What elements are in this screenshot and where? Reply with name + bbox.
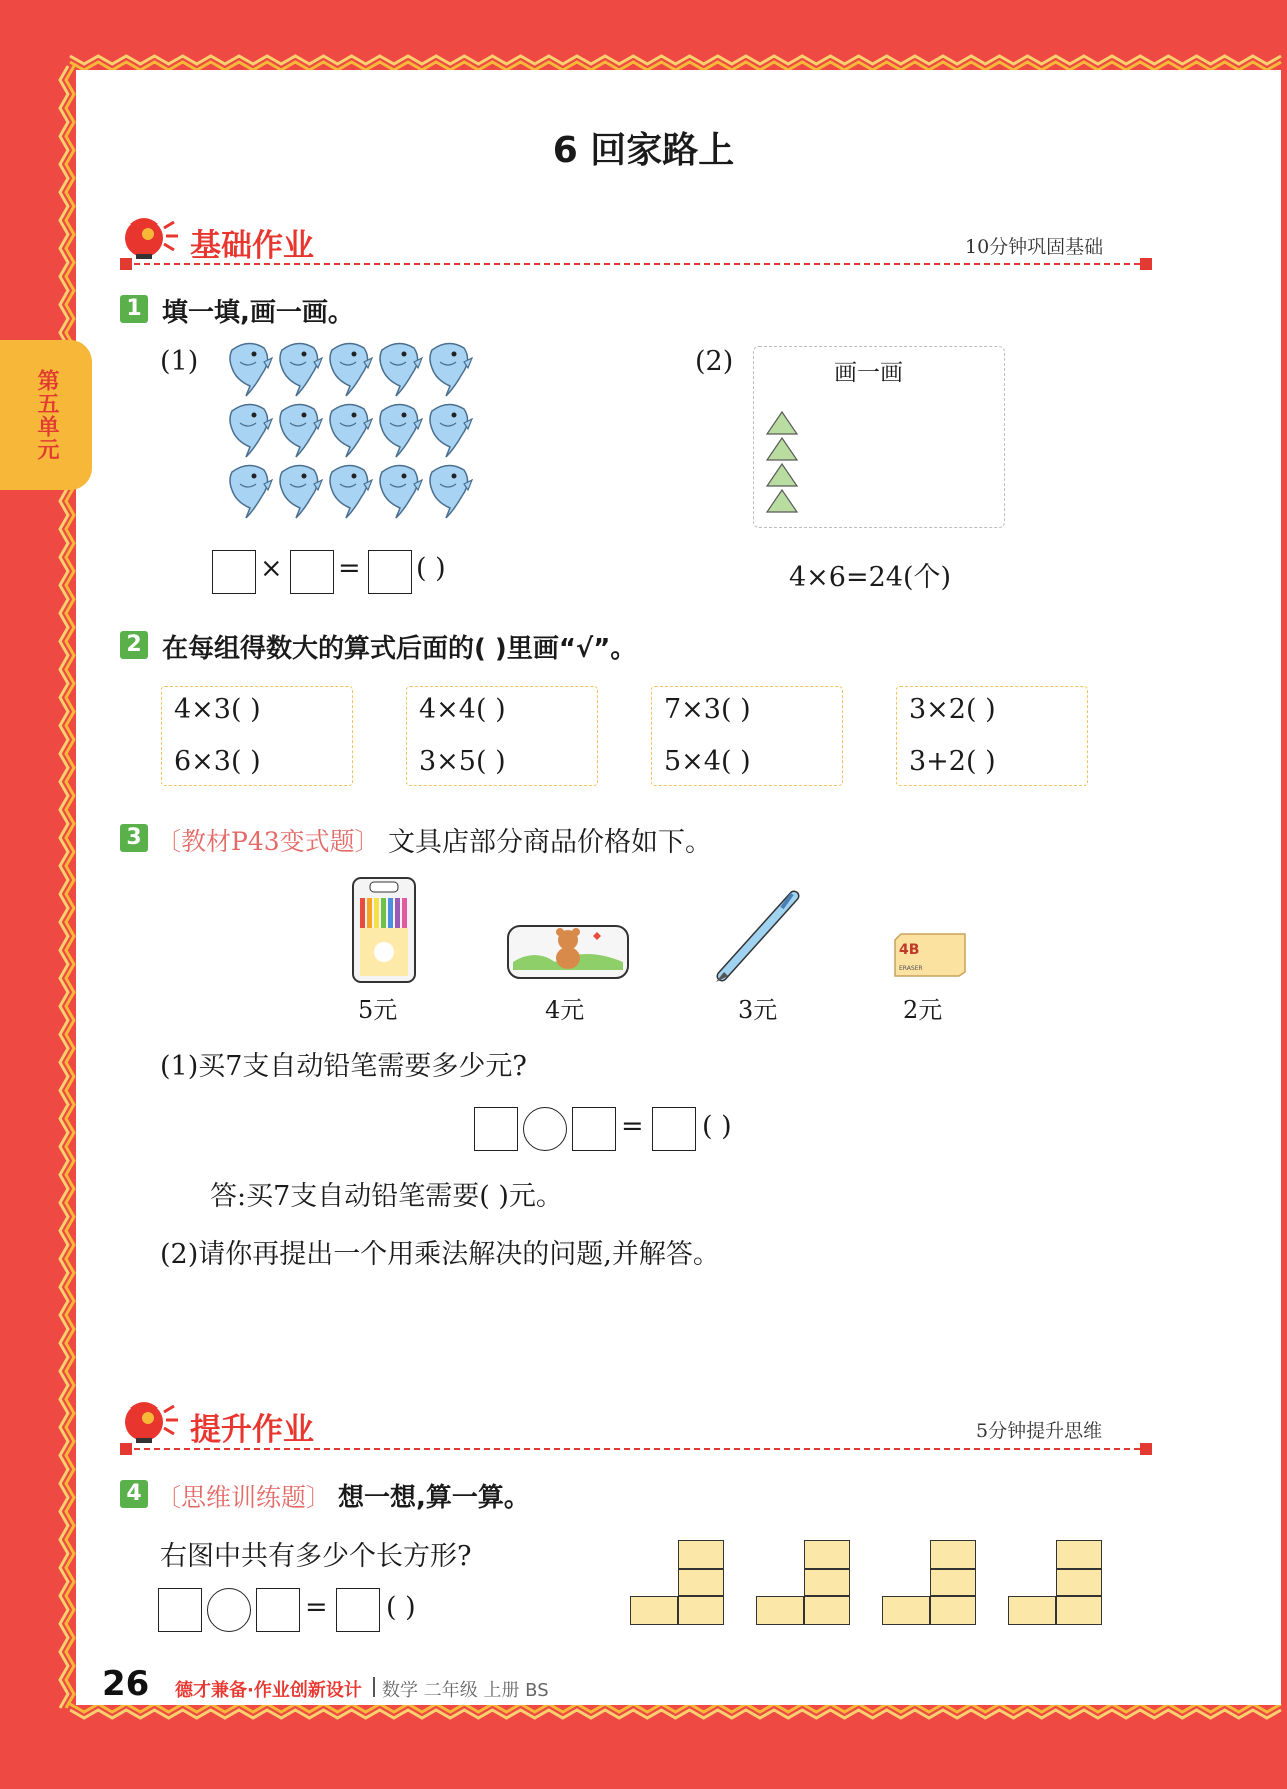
rectangle-cell <box>804 1569 850 1596</box>
answer-box[interactable] <box>256 1588 300 1632</box>
item-price: 2元 <box>903 996 943 1024</box>
pencil-case-icon <box>505 918 631 982</box>
dolphin-icon <box>380 343 422 396</box>
footer-divider <box>373 1677 375 1697</box>
equals-sign: = <box>338 553 361 584</box>
comparison-expression[interactable]: 3×5( ) <box>419 746 506 777</box>
item-price: 5元 <box>358 996 398 1024</box>
item-price: 3元 <box>738 996 778 1024</box>
footer-brand: 德才兼备·作业创新设计 <box>175 1680 362 1701</box>
dolphin-icon <box>430 343 472 396</box>
rectangle-cell <box>630 1596 678 1625</box>
triangle-icons <box>764 410 800 516</box>
comparison-expression[interactable]: 6×3( ) <box>174 746 261 777</box>
rectangle-cell <box>1008 1596 1056 1625</box>
rectangle-cell <box>678 1540 724 1569</box>
answer-box[interactable] <box>290 550 334 594</box>
question-tag: 〔教材P43变式题〕 <box>156 827 380 856</box>
rectangle-cell <box>756 1596 804 1625</box>
divider-dot <box>1140 258 1152 270</box>
comparison-expression[interactable]: 3×2( ) <box>909 694 996 725</box>
question-number: 1 <box>120 295 148 323</box>
dolphin-icon <box>380 465 422 518</box>
dolphin-icon <box>330 343 372 396</box>
dolphin-icon <box>430 404 472 457</box>
dolphin-icon <box>280 404 322 457</box>
dolphin-icon <box>230 343 272 396</box>
equals-sign: = <box>305 1592 328 1623</box>
unit-paren[interactable]: ( ) <box>386 1592 416 1623</box>
drawing-area-title: 画一画 <box>834 360 903 386</box>
question-text: 想一想,算一算。 <box>338 1483 530 1513</box>
comparison-expression[interactable]: 3+2( ) <box>909 746 996 777</box>
unit-tab: 第五单元 <box>0 340 92 490</box>
part-label: (1) <box>160 346 199 377</box>
answer-box[interactable] <box>652 1107 696 1151</box>
marker-pen-set-icon <box>350 876 418 984</box>
dolphin-icon <box>230 465 272 518</box>
rectangle-cell <box>1056 1596 1102 1625</box>
part-label: (2) <box>695 346 734 377</box>
divider-dot <box>120 258 132 270</box>
eraser-sublabel: ERASER <box>899 965 923 972</box>
eraser-icon <box>893 932 967 978</box>
equals-sign: = <box>621 1111 644 1142</box>
dolphin-icon <box>330 404 372 457</box>
comparison-expression[interactable]: 4×4( ) <box>419 694 506 725</box>
page-number: 26 <box>102 1664 150 1704</box>
eraser-label: 4B <box>899 942 920 958</box>
section-subtitle-basic: 10分钟巩固基础 <box>965 236 1104 258</box>
sub-question: 右图中共有多少个长方形? <box>160 1541 472 1572</box>
divider-dot <box>1140 1443 1152 1455</box>
section-divider <box>134 1448 1140 1450</box>
rectangle-cell <box>678 1569 724 1596</box>
dolphin-icon <box>380 404 422 457</box>
sub-question: (2)请你再提出一个用乘法解决的问题,并解答。 <box>160 1239 720 1270</box>
footer-info: 数学 二年级 上册 BS <box>382 1680 549 1701</box>
unit-paren[interactable]: ( ) <box>702 1111 732 1142</box>
question-tag: 〔思维训练题〕 <box>156 1483 332 1512</box>
rectangle-cell <box>930 1540 976 1569</box>
question-number: 2 <box>120 631 148 659</box>
operator-circle[interactable] <box>207 1588 251 1632</box>
unit-paren[interactable]: ( ) <box>416 553 446 584</box>
mechanical-pencil-icon <box>712 890 802 982</box>
item-price: 4元 <box>545 996 585 1024</box>
dolphin-grid <box>224 340 484 530</box>
rectangle-cell <box>930 1596 976 1625</box>
rectangle-cell <box>882 1596 930 1625</box>
rectangle-cell <box>804 1540 850 1569</box>
times-sign: × <box>260 553 283 584</box>
rectangle-cell <box>930 1569 976 1596</box>
question-text: 在每组得数大的算式后面的( )里画“√”。 <box>162 634 637 664</box>
question-text: 文具店部分商品价格如下。 <box>388 827 712 858</box>
answer-sentence[interactable]: 答:买7支自动铅笔需要( )元。 <box>210 1181 563 1212</box>
answer-box[interactable] <box>474 1107 518 1151</box>
divider-dot <box>120 1443 132 1455</box>
comparison-expression[interactable]: 5×4( ) <box>664 746 751 777</box>
lesson-title: 6 回家路上 <box>552 130 735 171</box>
dolphin-icon <box>230 404 272 457</box>
operator-circle[interactable] <box>523 1107 567 1151</box>
question-number: 4 <box>120 1480 148 1508</box>
rectangle-cell <box>1056 1540 1102 1569</box>
bell-icon <box>120 210 182 262</box>
section-title-advanced: 提升作业 <box>190 1412 314 1448</box>
answer-box[interactable] <box>158 1588 202 1632</box>
comparison-expression[interactable]: 7×3( ) <box>664 694 751 725</box>
comparison-expression[interactable]: 4×3( ) <box>174 694 261 725</box>
section-subtitle-advanced: 5分钟提升思维 <box>976 1420 1103 1442</box>
bell-icon <box>120 1394 182 1446</box>
question-text: 填一填,画一画。 <box>162 298 354 328</box>
answer-box[interactable] <box>336 1588 380 1632</box>
answer-box[interactable] <box>572 1107 616 1151</box>
section-divider <box>134 263 1140 265</box>
section-title-basic: 基础作业 <box>190 228 314 264</box>
rectangle-cell <box>804 1596 850 1625</box>
dolphin-icon <box>330 465 372 518</box>
dolphin-icon <box>280 343 322 396</box>
answer-box[interactable] <box>212 550 256 594</box>
given-equation: 4×6=24(个) <box>789 562 952 593</box>
question-number: 3 <box>120 824 148 852</box>
answer-box[interactable] <box>368 550 412 594</box>
dolphin-icon <box>280 465 322 518</box>
dolphin-icon <box>430 465 472 518</box>
rectangle-cell <box>678 1596 724 1625</box>
sub-question: (1)买7支自动铅笔需要多少元? <box>160 1051 527 1082</box>
rectangle-cell <box>1056 1569 1102 1596</box>
